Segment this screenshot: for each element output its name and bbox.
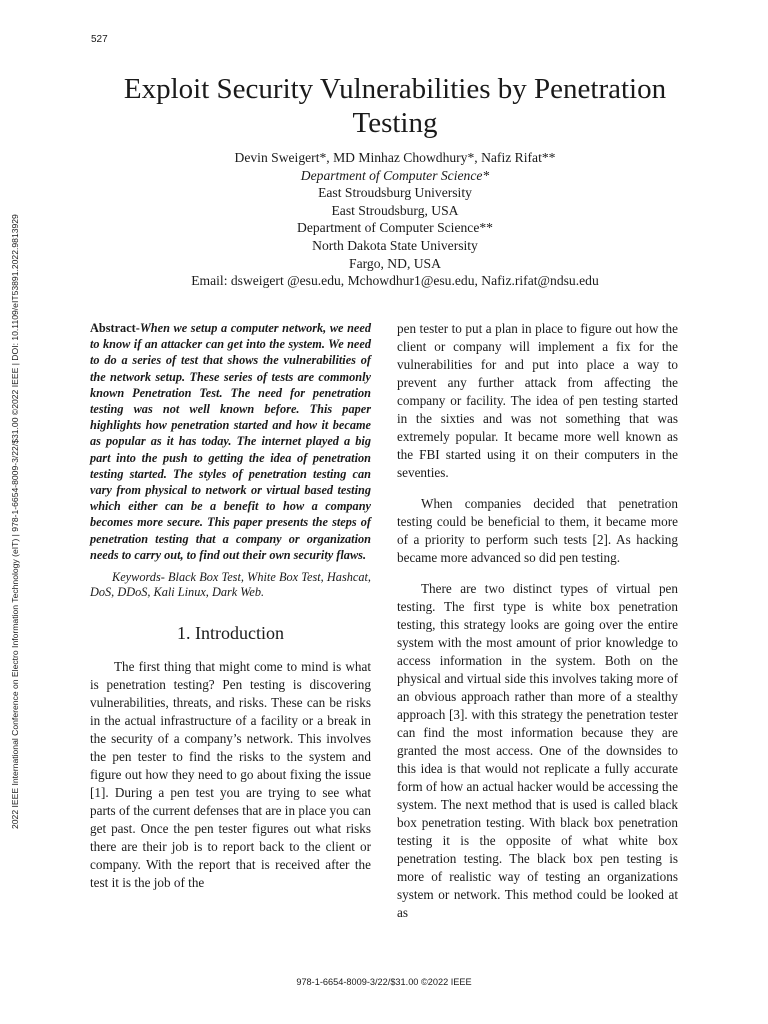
abstract-body: When we setup a computer network, we need to know if an attacker can get into the system. We need to do a series of test that shows the vulnerabilities of the network setup. These series of tests are commonly known Penetration Test. The need for penetration testing was not well known before. This paper highlights how penetration started and how it became as popular as it has today. The internet played a big part into the push to getting the idea of penetration testing started. The styles of penetration testing can vary from physical to network or virtual based testing which either can be a benefit to how a company becomes more secure. This paper presents the steps of penetration testing that a company or organization needs to carry out, to find out their own security flaws. (90, 321, 371, 562)
abstract-lead: Abstract- (90, 321, 140, 335)
department-1: Department of Computer Science* (300, 167, 490, 183)
right-column (397, 320, 678, 922)
section-heading-introduction: 1. Introduction (177, 623, 284, 644)
body-paragraph-3: There are two distinct types of virtual pen testing. The first type is white box penetration testing, this strategy looks are going over the entire system with the most amount of prior knowledge to access information in the system. Both on the physical and virtual side this involves taking more of an obvious approach rather than more of a stealthy approach [3]. with this strategy the penetration tester can find the most information because they are granted the most access. One of the downsides to this idea is that would not replicate a fully accurate form of how an actual hacker would be accessing the system. The next method that is used is called black box penetration testing. With black box penetration testing it is the opposite of what white box penetration testing. The black box pen testing is more of realistic way of testing an organizations system or network. This method could be looked at as (397, 581, 678, 920)
university-2: North Dakota State University (312, 237, 478, 253)
intro-paragraph-1: The first thing that might come to mind is what is penetration testing? Pen testing is discovering vulnerabilities, threats, and risks. These can be risks in the actual infrastructure of a facility or a break in the security of a company’s network. This involves the pen tester to find the risks to the system and figure out how they need to go about fixing the issue [1]. During a pen test you are trying to see what parts of the current defenses that are in place you can get past. Once the pen tester figures out what risks there are their job is to report back to the client or company. With the report that is received after the test it is the job of the (90, 659, 371, 891)
page-footer: 978-1-6654-8009-3/22/$31.00 ©2022 IEEE (296, 977, 472, 987)
body-paragraph-continued: pen tester to put a plan in place to figure out how the client or company will implement a fix for the vulnerabilities for and put into place a way to prevent any further attack from affecting the company or facility. The idea of pen testing started in the sixties and was not something that was extremely popular. It became more well known as the FBI started using it on their computers in the seventies. (397, 321, 678, 480)
body-paragraph-2: When companies decided that penetration testing could be beneficial to them, it became more of a priority to perform such tests [2]. As hacking became more advanced so did pen testing. (397, 496, 678, 565)
location-2: Fargo, ND, USA (349, 255, 441, 271)
university-1: East Stroudsburg University (318, 185, 472, 201)
location-1: East Stroudsburg, USA (331, 202, 459, 218)
author-block (80, 149, 710, 290)
keywords: Keywords- Black Box Test, White Box Test, Hashcat, DoS, DDoS, Kali Linux, Dark Web. (90, 570, 371, 600)
conference-doi-strip: 2022 IEEE International Conference on Electro Information Technology (eIT) | 978-1-6654-8009-3/22/$31.00 ©2022 IEEE | DOI: 10.1109/eIT53891.2022.9813929 (10, 214, 20, 829)
left-column (90, 320, 371, 892)
page-number: 527 (91, 34, 108, 45)
abstract (90, 320, 371, 563)
author-emails: Email: dsweigert @esu.edu, Mchowdhur1@esu.edu, Nafiz.rifat@ndsu.edu (191, 273, 599, 289)
author-names: Devin Sweigert*, MD Minhaz Chowdhury*, Nafiz Rifat** (234, 150, 556, 165)
paper-title: Exploit Security Vulnerabilities by Penetration Testing (123, 73, 667, 139)
department-2: Department of Computer Science** (297, 220, 493, 236)
